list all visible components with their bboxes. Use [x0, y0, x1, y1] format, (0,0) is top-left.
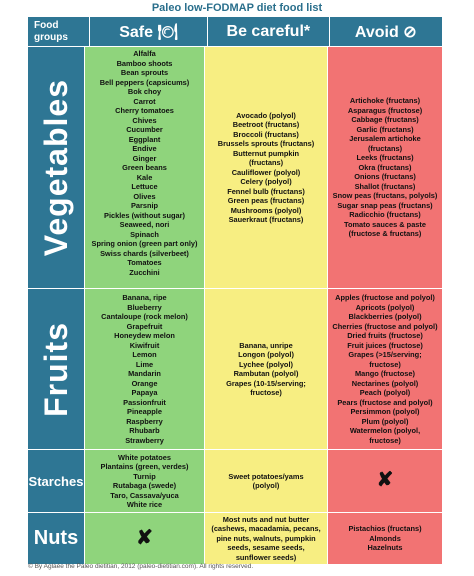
food-item: Pears (fructose and polyol)	[337, 397, 433, 407]
food-item: Radicchio (fructans)	[349, 210, 421, 220]
food-item: Blackberries (polyol)	[348, 312, 422, 321]
food-item: Papaya	[131, 388, 158, 397]
food-item: Eggplant	[128, 134, 161, 144]
food-item: Mango (fructose)	[355, 369, 415, 378]
food-item: Bok choy	[127, 87, 162, 96]
food-item: Okra (fructans)	[358, 162, 412, 172]
vegetables-careful-list	[204, 47, 327, 288]
food-item: Brussels sprouts (fructans)	[217, 139, 315, 148]
starches-avoid-cell	[327, 450, 442, 512]
food-item: Asparagus (fructose)	[347, 105, 423, 115]
food-item: Rutabaga (swede)	[112, 481, 177, 490]
food-item: seeds, sesame seeds,	[227, 543, 305, 553]
food-item: (polyol)	[252, 481, 280, 490]
food-item: Hazelnuts	[367, 543, 403, 553]
food-item: Ginger	[132, 153, 157, 163]
starches-label: Starches	[28, 450, 84, 512]
food-item: Banana, ripe	[122, 293, 167, 302]
food-item: Snow peas (fructans, polyols)	[332, 191, 438, 201]
careful-header: Be careful*	[207, 17, 328, 46]
food-item: Spinach	[130, 229, 159, 239]
food-item: Persimmon (polyol)	[350, 407, 420, 416]
food-item: Plantains (green, verdes)	[100, 462, 189, 471]
food-item: fructose)	[250, 388, 282, 397]
food-item: Cherry tomatoes	[115, 106, 174, 115]
food-item: Watermelon (polyol,	[349, 426, 421, 435]
food-item: Dried fruits (fructose)	[347, 331, 423, 340]
starches-careful-list	[204, 450, 327, 512]
food-item: Grapefruit	[126, 321, 163, 331]
food-item: Tomatoes	[127, 258, 162, 267]
vegetables-label: Vegetables	[28, 47, 84, 288]
food-item: Lemon	[132, 350, 157, 359]
food-item: Broccoli (fructans)	[233, 129, 299, 139]
food-item: Beetroot (fructans)	[232, 120, 300, 129]
food-item: Rhubarb	[129, 426, 160, 435]
food-item: Cabbage (fructans)	[351, 115, 419, 125]
fruits-careful-list	[204, 289, 327, 449]
food-item: Parsnip	[130, 201, 159, 210]
food-item: Carrot	[133, 96, 156, 106]
food-item: Peach (polyol)	[359, 388, 411, 397]
food-item: Raspberry	[126, 416, 163, 426]
food-item: Mushrooms (polyol)	[230, 205, 302, 215]
food-item: Seaweed, nori	[119, 220, 170, 229]
food-item: Chives	[132, 115, 157, 125]
food-item: Bell peppers (capsicums)	[99, 77, 190, 87]
food-item: Cantaloupe (rock melon)	[101, 312, 188, 321]
fruits-safe-list	[84, 289, 204, 449]
vegetables-safe-list	[84, 47, 204, 288]
food-item: fructose)	[369, 435, 401, 445]
food-item: fructose)	[369, 359, 401, 369]
food-item: Rambutan (polyol)	[233, 369, 299, 378]
food-item: Tomato sauces & paste	[343, 219, 426, 229]
food-item: Artichoke (fructans)	[349, 96, 421, 106]
food-item: Green beans	[122, 163, 167, 172]
food-item: pine nuts, walnuts, pumpkin	[216, 533, 316, 543]
food-item: Lettuce	[131, 182, 158, 191]
food-item: Cucumber	[126, 125, 163, 134]
nuts-safe-cell	[84, 513, 204, 564]
nuts-label: Nuts	[28, 513, 84, 564]
food-item: White potatoes	[118, 452, 171, 462]
food-item: Pistachios (fructans)	[348, 524, 422, 534]
food-item: Olives	[133, 191, 156, 201]
food-item: White rice	[126, 500, 163, 509]
food-item: Garlic (fructans)	[356, 124, 414, 134]
food-item: Almonds	[369, 533, 401, 543]
food-item: Endive	[132, 144, 157, 153]
food-item: Honeydew melon	[114, 331, 175, 340]
copyright-footer: © By Aglaée the Paleo dietitian, 2012 (paleo-dietitian.com). All rights reserved.	[28, 563, 254, 570]
food-item: (cashews, macadamia, pecans,	[211, 524, 321, 534]
food-item: Butternut pumpkin	[232, 148, 300, 158]
food-item: Passionfruit	[123, 397, 166, 407]
food-item: Grapes (10-15/serving;	[226, 378, 306, 388]
food-item: Cherries (fructose and polyol)	[332, 321, 438, 331]
nuts-row	[28, 512, 442, 564]
food-item: Blueberry	[127, 302, 162, 312]
food-item: Plum (polyol)	[361, 416, 409, 426]
food-item: Apples (fructose and polyol)	[335, 293, 435, 302]
cross-icon: ✘	[376, 469, 394, 492]
food-item: Bean sprouts	[120, 68, 169, 77]
nuts-careful-list	[204, 513, 327, 564]
food-item: Celery (polyol)	[240, 177, 292, 186]
food-item: Avocado (polyol)	[236, 110, 296, 120]
food-groups-header: Food groups	[28, 17, 89, 46]
food-item: (fructans)	[248, 158, 284, 167]
food-item: (fructans)	[367, 143, 403, 153]
food-item: Leeks (fructans)	[356, 153, 414, 163]
food-item: Longon (polyol)	[238, 350, 294, 359]
food-item: Apricots (polyol)	[355, 302, 415, 312]
food-item: (fructose & fructans)	[348, 229, 422, 239]
food-item: Shallot (fructans)	[354, 181, 416, 191]
food-item: Bamboo shoots	[116, 58, 173, 68]
vegetables-row	[28, 46, 442, 288]
food-item: Kale	[136, 172, 153, 182]
food-item: Sauerkraut (fructans)	[228, 215, 304, 224]
safe-header: Safe 🍽	[89, 17, 207, 46]
food-item: Most nuts and nut butter	[222, 514, 310, 524]
food-item: Banana, unripe	[239, 340, 293, 350]
header-row	[28, 16, 442, 46]
food-item: Cauliflower (polyol)	[231, 167, 301, 177]
food-item: Pineapple	[127, 407, 162, 416]
food-item: Nectarines (polyol)	[351, 378, 419, 388]
food-item: Lychee (polyol)	[239, 359, 293, 369]
food-item: Zucchini	[129, 267, 160, 277]
food-table	[28, 16, 442, 564]
food-item: Sugar snap peas (fructans)	[337, 200, 433, 210]
food-item: Taro, Cassava/yuca	[110, 490, 179, 500]
food-item: Pickles (without sugar)	[104, 210, 185, 220]
food-item: Mandarin	[128, 369, 161, 378]
food-item: Spring onion (green part only)	[91, 239, 198, 248]
nuts-avoid-list	[327, 513, 442, 564]
starches-row	[28, 449, 442, 512]
cross-icon: ✘	[136, 526, 153, 549]
food-item: Kiwifruit	[129, 340, 160, 350]
fruits-row	[28, 288, 442, 449]
food-item: Turnip	[133, 471, 156, 481]
food-item: Fruit juices (fructose)	[347, 340, 423, 350]
page-title: Paleo low-FODMAP diet food list	[151, 2, 323, 14]
food-item: Green peas (fructans)	[227, 196, 305, 205]
food-item: sunflower seeds)	[235, 552, 297, 562]
food-item: Lime	[135, 359, 154, 369]
food-item: Fennel bulb (fructans)	[227, 186, 305, 196]
fruits-label: Fruits	[28, 289, 84, 449]
starches-safe-list	[84, 450, 204, 512]
food-item: Alfalfa	[133, 49, 156, 58]
food-item: Grapes (>15/serving;	[348, 350, 422, 359]
avoid-header: Avoid ⊘	[329, 17, 443, 46]
food-item: Onions (fructans)	[354, 172, 416, 182]
food-item: Strawberry	[125, 435, 164, 445]
food-item: Jerusalem artichoke	[349, 134, 421, 144]
fruits-avoid-list	[327, 289, 442, 449]
food-item: Swiss chards (silverbeet)	[100, 248, 189, 258]
food-item: Sweet potatoes/yams	[228, 471, 304, 481]
food-item: Orange	[131, 378, 158, 388]
vegetables-avoid-list	[327, 47, 442, 288]
